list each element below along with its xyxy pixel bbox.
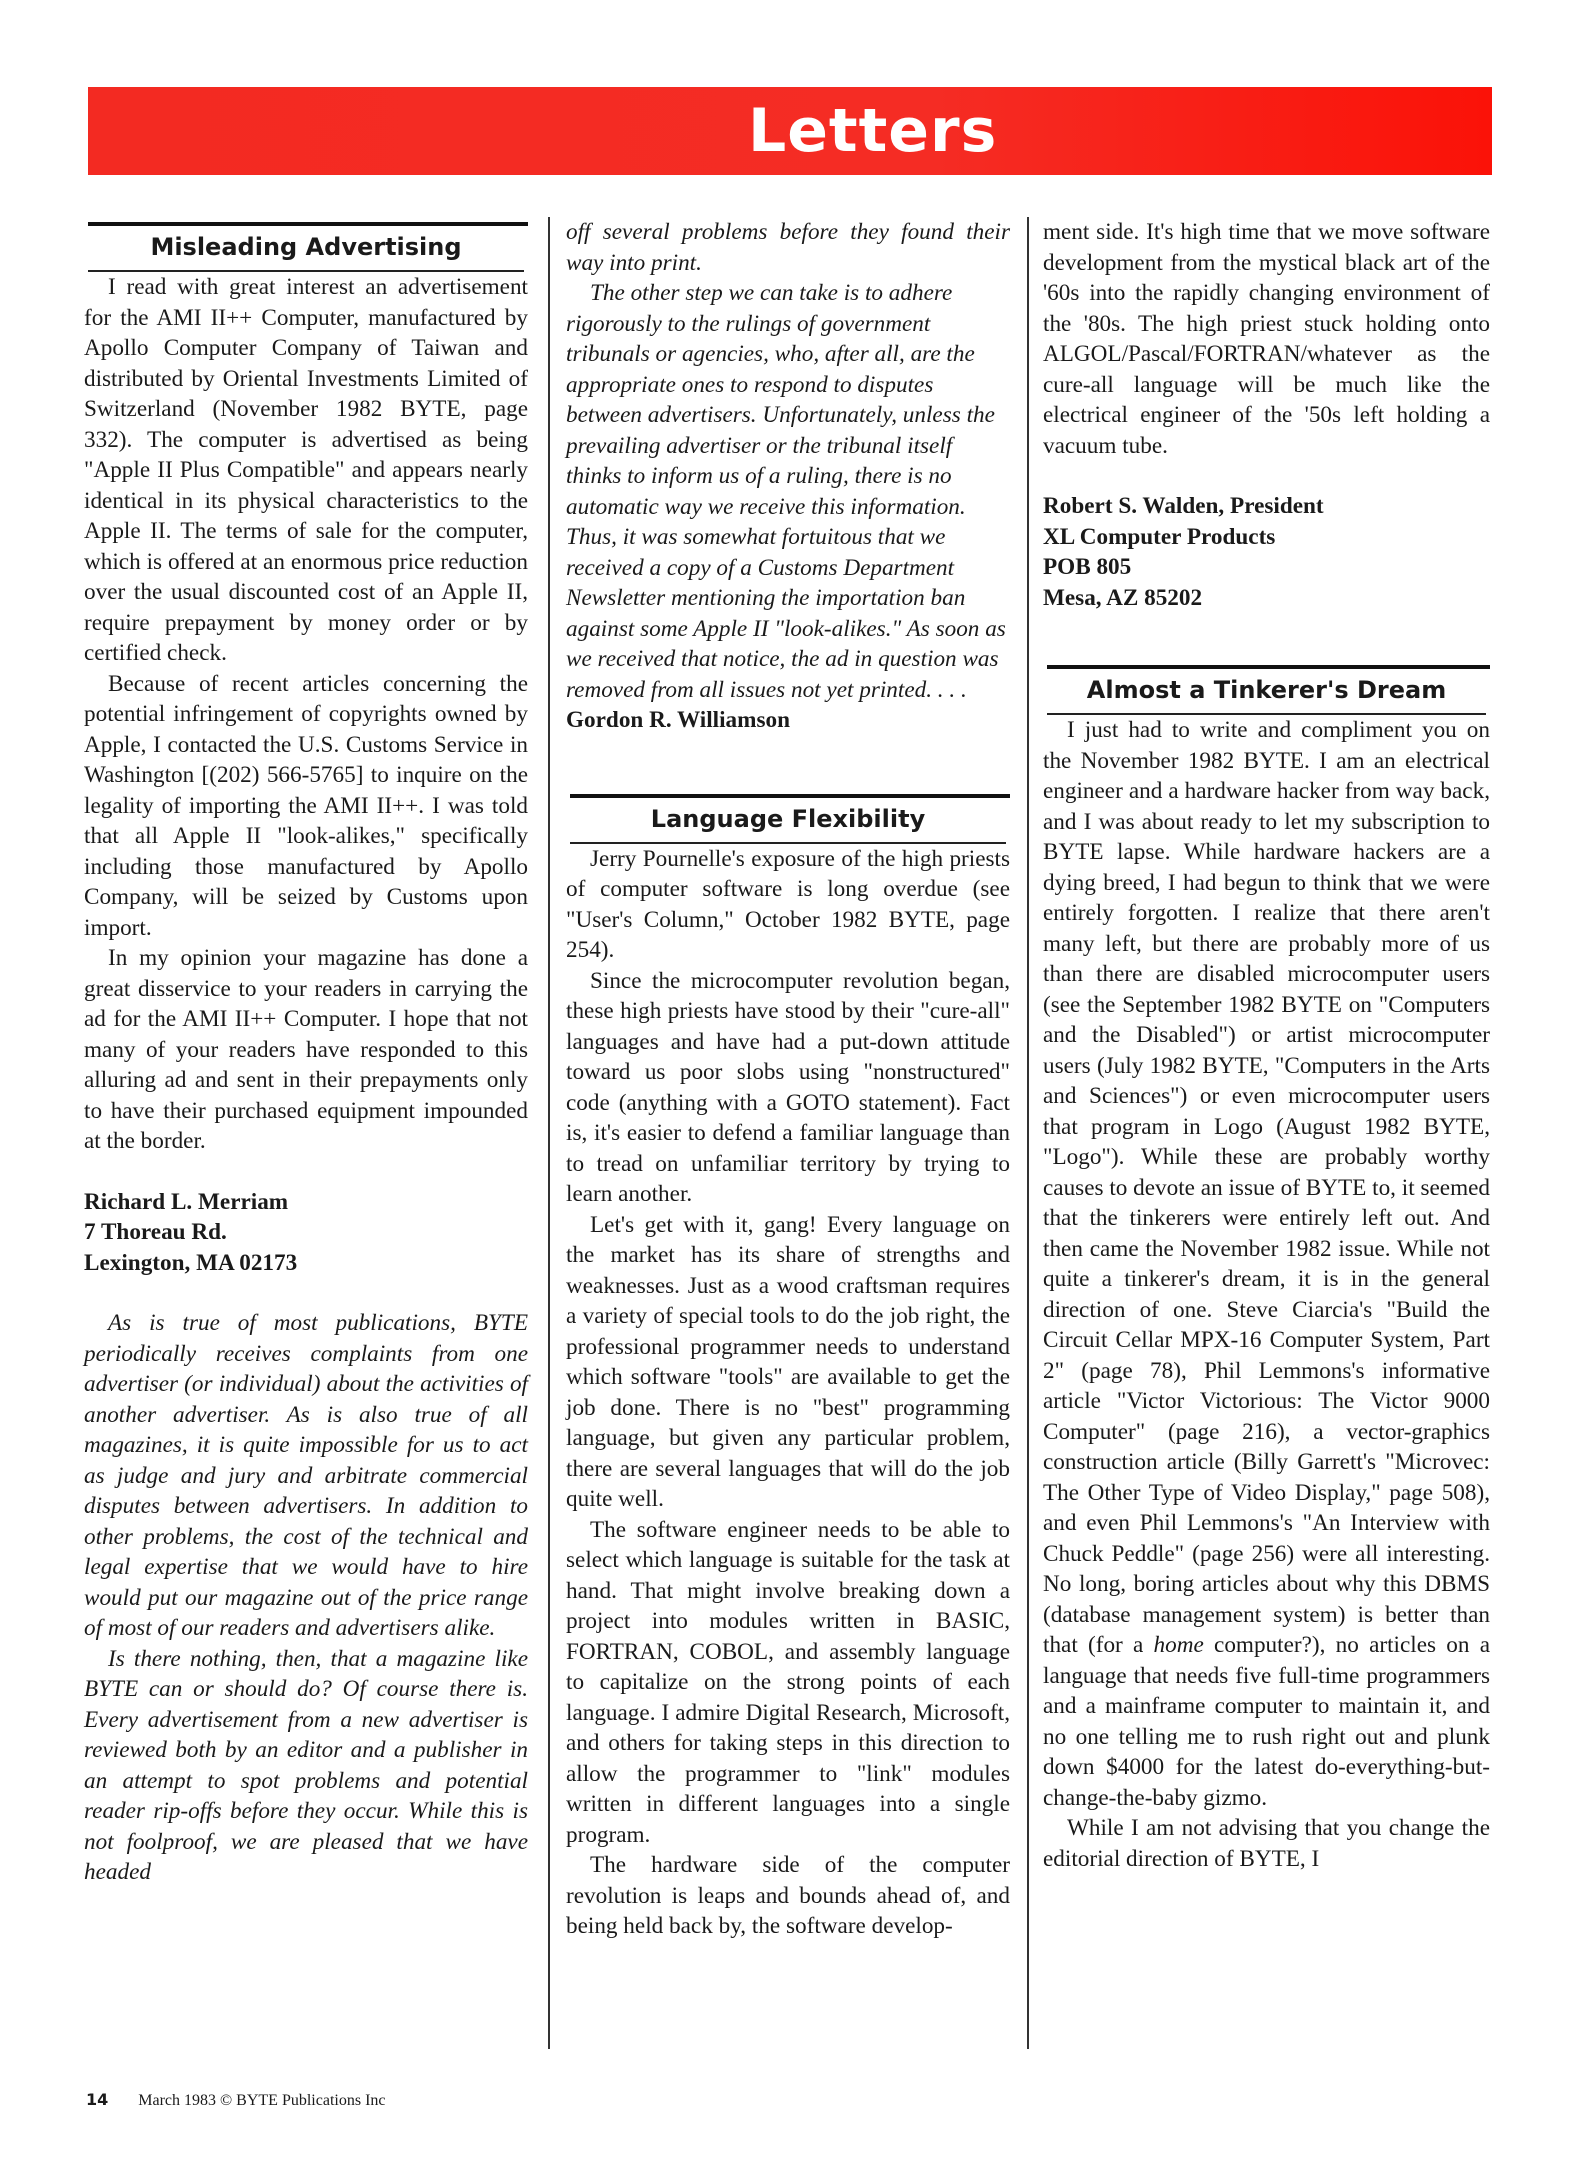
section-title: Letters: [748, 96, 998, 166]
signature-city: Lexington, MA 02173: [84, 1249, 298, 1276]
column-divider: [1027, 217, 1029, 2049]
letter-paragraph: I read with great interest an advertisement for the AMI II++ Computer, manufactured by Apollo Computer Company of Taiwan and distributed by Oriental Investments Limited of Switzerland (November 1982 BYTE, page 332). The computer is advertised as being "Apple II Plus Compatible" and appears nearly identical in its physical characteristics to the Apple II. The terms of sale for the computer, which is offered at an enormous price reduction over the usual discounted cost of an Apple II, require prepayment by money order or by certified check.: [84, 274, 528, 666]
column-divider: [548, 217, 550, 2049]
letter-paragraph: Since the microcomputer revolution began, these high priests have stood by their "cure-all" languages and have had a put-down attitude toward us poor slobs using "nonstructured" code (anything with a GOTO statement). Fact is, it's easier to defend a familiar language than to tread on unfamiliar territory by trying to learn another.: [566, 967, 1010, 1207]
letter-paragraph: [1043, 715, 1490, 1813]
letter-signature: [84, 1187, 528, 1279]
signature-name: Robert S. Walden, President: [1043, 493, 1324, 519]
signature-address: 7 Thoreau Rd.: [84, 1219, 227, 1245]
letter-paragraph: ment side. It's high time that we move software development from the mystical black art of the '60s into the rapidly changing environment of the '80s. The high priest stuck holding onto ALGOL/Pascal/FORTRAN/whatever as the cure-all language will be much like the electrical engineer of the '50s left holding a vacuum tube.: [1043, 219, 1490, 459]
page-footer: [86, 2090, 386, 2110]
signature-address: POB 805: [1043, 554, 1132, 580]
signature-name: Richard L. Merriam: [84, 1188, 289, 1215]
footer-copyright: March 1983 © BYTE Publications Inc: [138, 2092, 386, 2109]
letter-heading: Misleading Advertising: [84, 222, 528, 272]
editor-signature: Gordon R. Williamson: [566, 707, 790, 733]
letter-paragraph: Let's get with it, gang! Every language on the market has its share of strengths and weaknesses. Just as a wood craftsman requires a variety of special tools to do the job right, the professional programmer needs to understand which software "tools" are available to get the job done. There is no "best" programming language, but given any particular problem, there are several languages that will do the job quite well.: [566, 1211, 1010, 1512]
editor-reply-paragraph: As is true of most publications, BYTE periodically receives complaints from one advertiser (or individual) about the activities of another advertiser. As is also true of all magazines, it is quite impossible for us to act as judge and jury and arbitrate commercial disputes between advertisers. In addition to other problems, the cost of the technical and legal expertise that we would have to hire would put our magazine out of the price range of most of our readers and advertisers alike.: [84, 1310, 528, 1641]
letter-paragraph: In my opinion your magazine has done a great disservice to your readers in carrying the ad for the AMI II++ Computer. I hope that not many of your readers have responded to this alluring ad and sent in their prepayments only to have their purchased equipment impounded at the border.: [84, 945, 528, 1154]
column-1: [84, 222, 528, 1888]
letter-paragraph: Jerry Pournelle's exposure of the high priests of computer software is long overdue (see "User's Column," October 1982 BYTE, page 254).: [566, 845, 1010, 963]
letter-heading: Almost a Tinkerer's Dream: [1043, 665, 1490, 715]
signature-company: XL Computer Products: [1043, 523, 1276, 550]
paragraph-text: computer?), no articles on a language that needs five full-time programmers and a mainframe computer to maintain it, and no one telling me to rush right out and plunk down $4000 for the latest do-everything-but-change-the-baby gizmo.: [1043, 1632, 1490, 1811]
column-3: [1043, 217, 1490, 1874]
letter-paragraph: The software engineer needs to be able to select which language is suitable for the task at hand. That might involve breaking down a project into modules written in BASIC, FORTRAN, COBOL, and assembly language to capitalize on the strong points of each language. I admire Digital Research, Microsoft, and others for taking steps in this direction to allow the programmer to "link" modules written in different languages into a single program.: [566, 1516, 1010, 1848]
editor-reply-paragraph: off several problems before they found their way into print.: [566, 219, 1010, 276]
editor-reply-text: The other step we can take is to adhere rigorously to the rulings of government tribunals or agencies, who, after all, are the appropriate ones to respond to disputes between advertisers. Unfortunately, unless the prevailing advertiser or the tribunal itself thinks to inform us of a ruling, there is no automatic way we receive this information. Thus, it was somewhat fortuitous that we received a copy of a Customs Department Newsletter mentioning the importation ban against some Apple II "look-alikes." As soon as we received that notice, the ad in question was removed from all issues not yet printed. . . .: [566, 280, 1006, 703]
letter-paragraph: The hardware side of the computer revolution is leaps and bounds ahead of, and being held back by, the software develop-: [566, 1852, 1010, 1939]
column-2: [566, 217, 1010, 1942]
page-number: 14: [86, 2090, 109, 2109]
letter-paragraph: Because of recent articles concerning the potential infringement of copyrights owned by Apple, I contacted the U.S. Customs Service in Washington [(202) 566-5765] to inquire on the legality of importing the AMI II++. I was told that all Apple II "look-alikes," specifically including those manufactured by Apollo Company, will be seized by Customs upon import.: [84, 670, 528, 941]
editor-reply-paragraph: Is there nothing, then, that a magazine like BYTE can or should do? Of course there is. Every advertisement from a new advertiser is reviewed both by an editor and a publisher in an attempt to spot problems and potential reader rip-offs before they occur. While this is not foolproof, we are pleased that we have headed: [84, 1645, 528, 1885]
letter-paragraph: While I am not advising that you change the editorial direction of BYTE, I: [1043, 1815, 1490, 1872]
signature-city: Mesa, AZ 85202: [1043, 584, 1203, 611]
editor-reply-paragraph: [566, 278, 1010, 736]
letter-heading: Language Flexibility: [566, 794, 1010, 844]
letter-signature: [1043, 491, 1490, 613]
emphasis-text: home: [1153, 1632, 1204, 1658]
paragraph-text: I just had to write and compliment you on the November 1982 BYTE. I am an electrical engineer and a hardware hacker from way back, and I was about ready to let my subscription to BYTE lapse. While hardware hackers are a dying breed, I had begun to think that we were entirely forgotten. I realize that there aren't many left, but there are probably more of us than there are disabled microcomputer users (see the September 1982 BYTE on "Computers and the Disabled") or artist microcomputer users (July 1982 BYTE, "Computers in the Arts and Sciences") or even microcomputer users that program in Logo (August 1982 BYTE, "Logo"). While these are probably worthy causes to devote an issue of BYTE to, it seemed that the tinkerers were entirely left out. And then came the November 1982 issue. While not quite a tinkerer's dream, it is in the general direction of one. Steve Ciarcia's "Build the Circuit Cellar MPX-16 Computer System, Part 2" (page 78), Phil Lemmons's informative article "Victor Victorious: The Victor 9000 Computer" (page 216), a vector-graphics construction article (Billy Garrett's "Microvec: The Other Type of Video Display," page 508), and even Phil Lemmons's "An Interview with Chuck Peddle" (page 256) were all interesting. No long, boring articles about why this DBMS (database management system) is better than that (for a: [1043, 717, 1490, 1658]
section-banner: [88, 87, 1492, 175]
